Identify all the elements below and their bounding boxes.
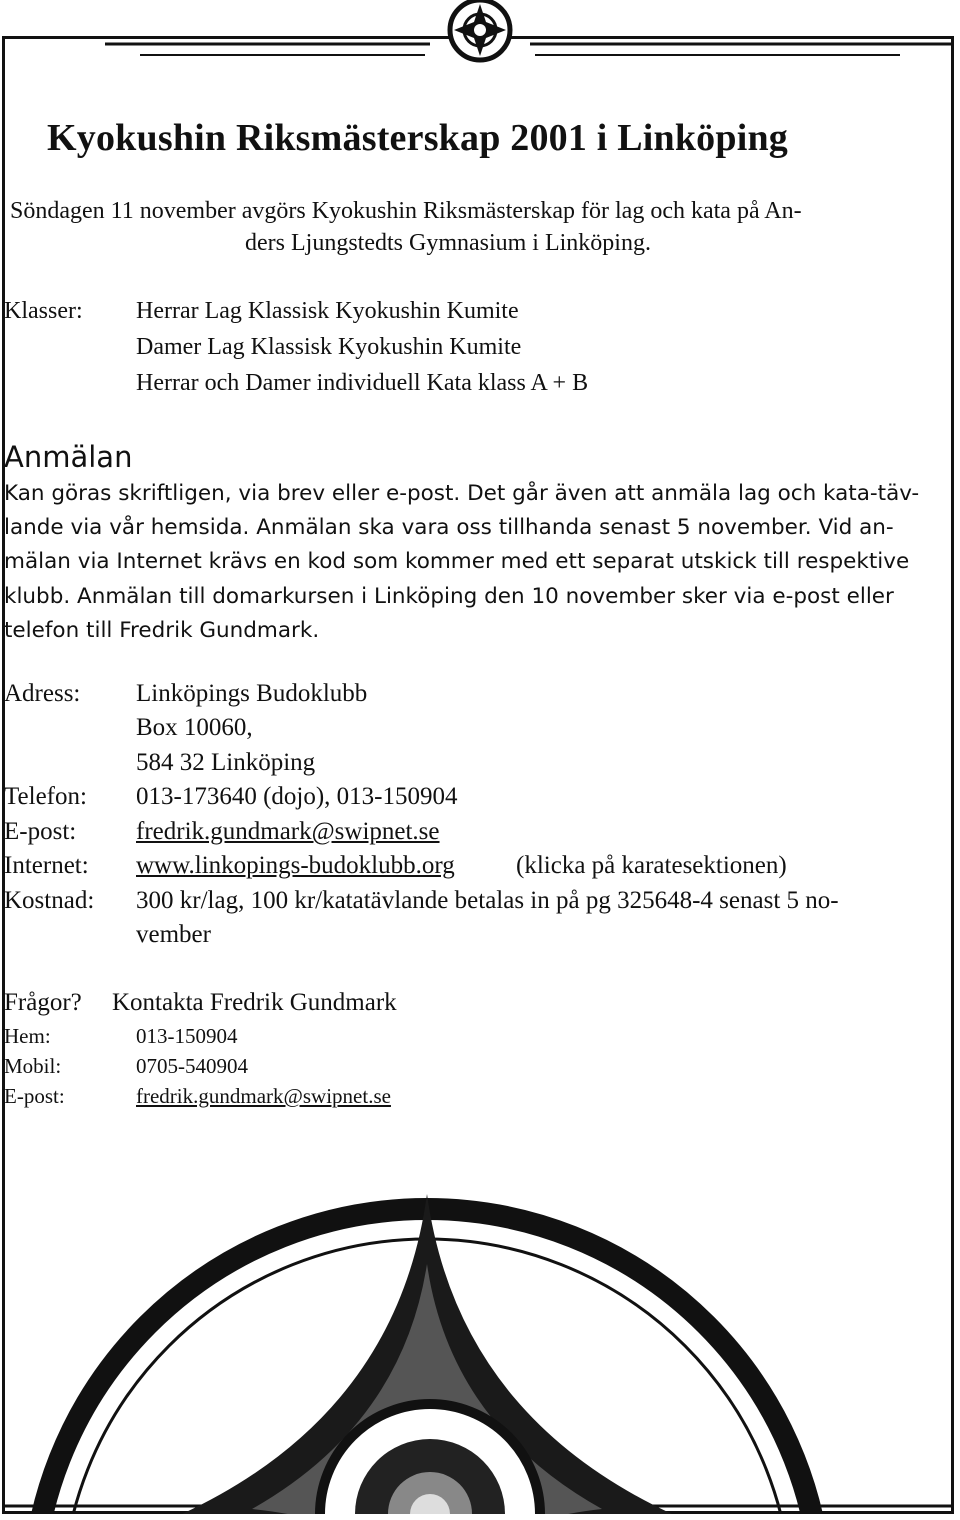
- registration-line: mälan via Internet krävs en kod som kommer med ett separat utskick till respektive: [4, 549, 910, 574]
- registration-line: klubb. Anmälan till domarkursen i Linköping den 10 november sker via e-post eller: [4, 584, 894, 609]
- mobile-phone: 0705-540904: [136, 1054, 248, 1078]
- contact-email-link[interactable]: fredrik.gundmark@swipnet.se: [136, 1084, 391, 1108]
- kanku-emblem-icon: [2, 1114, 954, 1514]
- intro-line-2: ders Ljungstedts Gymnasium i Linköping.: [245, 230, 651, 256]
- cost-line: 300 kr/lag, 100 kr/katatävlande betalas in på pg 325648-4 senast 5 no-: [136, 887, 839, 914]
- phone-label: Telefon:: [4, 783, 87, 810]
- registration-line: Kan göras skriftligen, via brev eller e-post. Det går även att anmäla lag och kata-täv-: [4, 481, 920, 506]
- internet-label: Internet:: [4, 852, 89, 879]
- questions-text: Kontakta Fredrik Gundmark: [112, 989, 397, 1016]
- kanku-top-icon: [0, 0, 960, 75]
- class-item: Damer Lag Klassisk Kyokushin Kumite: [136, 334, 522, 360]
- registration-line: telefon till Fredrik Gundmark.: [4, 618, 320, 643]
- intro-line-1: Söndagen 11 november avgörs Kyokushin Riksmästerskap för lag och kata på An-: [10, 198, 802, 224]
- address-line: Linköpings Budoklubb: [136, 680, 368, 707]
- home-phone: 013-150904: [136, 1024, 238, 1048]
- address-line: 584 32 Linköping: [136, 749, 316, 776]
- questions-label: Frågor?: [4, 989, 82, 1016]
- website-note: (klicka på karatesektionen): [516, 852, 787, 879]
- phone-value: 013-173640 (dojo), 013-150904: [136, 783, 458, 810]
- home-label: Hem:: [4, 1024, 51, 1048]
- class-item: Herrar och Damer individuell Kata klass A + B: [136, 370, 589, 396]
- email-link[interactable]: fredrik.gundmark@swipnet.se: [136, 818, 440, 845]
- page-title: Kyokushin Riksmästerskap 2001 i Linköping: [47, 117, 788, 159]
- registration-heading: Anmälan: [4, 440, 133, 474]
- class-item: Herrar Lag Klassisk Kyokushin Kumite: [136, 298, 519, 324]
- mobile-label: Mobil:: [4, 1054, 62, 1078]
- registration-line: lande via vår hemsida. Anmälan ska vara oss tillhanda senast 5 november. Vid an-: [4, 515, 894, 540]
- address-label: Adress:: [4, 680, 81, 707]
- cost-label: Kostnad:: [4, 887, 95, 914]
- email-label: E-post:: [4, 818, 77, 845]
- contact-email-label: E-post:: [4, 1084, 65, 1108]
- cost-line: vember: [136, 921, 211, 948]
- address-line: Box 10060,: [136, 714, 253, 741]
- classes-label: Klasser:: [4, 298, 83, 324]
- website-link[interactable]: www.linkopings-budoklubb.org: [136, 852, 455, 879]
